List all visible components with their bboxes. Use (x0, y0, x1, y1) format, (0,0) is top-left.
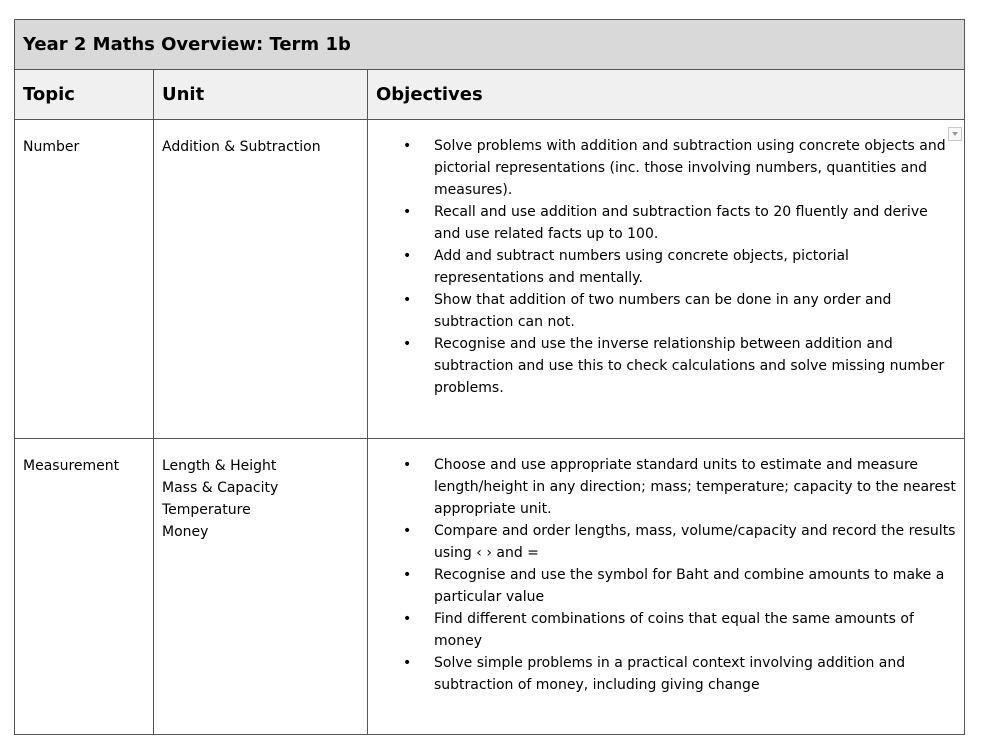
list-item: • Recognise and use the symbol for Baht and combine amounts to make a particular value (434, 564, 956, 608)
objectives-list (376, 135, 956, 399)
header-objectives: Objectives (368, 70, 965, 120)
list-item: • Find different combinations of coins that equal the same amounts of money (434, 608, 956, 652)
unit-item: Addition & Subtraction (162, 139, 321, 155)
topic-cell: Number (15, 120, 154, 439)
header-row (15, 70, 965, 120)
header-topic: Topic (15, 70, 154, 120)
list-item: • Show that addition of two numbers can be done in any order and subtraction can not. (434, 289, 956, 333)
objectives-list (376, 454, 956, 696)
unit-cell (154, 439, 368, 735)
unit-cell (154, 120, 368, 439)
header-unit: Unit (154, 70, 368, 120)
unit-item: Length & Height (162, 458, 277, 474)
list-item: • Choose and use appropriate standard units to estimate and measure length/height in any direction; mass; temperature; capacity to the nearest appropriate unit. (434, 454, 956, 520)
unit-item: Money (162, 524, 209, 540)
objectives-cell (368, 120, 965, 439)
topic-cell: Measurement (15, 439, 154, 735)
table-row-number (15, 120, 965, 439)
title-row (15, 20, 965, 70)
list-item: • Compare and order lengths, mass, volume/capacity and record the results using ‹ › and = (434, 520, 956, 564)
list-item: • Recognise and use the inverse relationship between addition and subtraction and use this to check calculations and solve missing number problems. (434, 333, 956, 399)
list-item: • Solve problems with addition and subtraction using concrete objects and pictorial representations (inc. those involving numbers, quantities and measures). (434, 135, 956, 201)
table-title: Year 2 Maths Overview: Term 1b (15, 20, 965, 70)
overview-table (14, 19, 965, 735)
list-item: • Solve simple problems in a practical context involving addition and subtraction of money, including giving change (434, 652, 956, 696)
objectives-cell (368, 439, 965, 735)
list-item: • Recall and use addition and subtraction facts to 20 fluently and derive and use related facts up to 100. (434, 201, 956, 245)
list-item: • Add and subtract numbers using concrete objects, pictorial representations and mentally. (434, 245, 956, 289)
unit-item: Temperature (162, 502, 251, 518)
unit-item: Mass & Capacity (162, 480, 279, 496)
table-row-measurement (15, 439, 965, 735)
